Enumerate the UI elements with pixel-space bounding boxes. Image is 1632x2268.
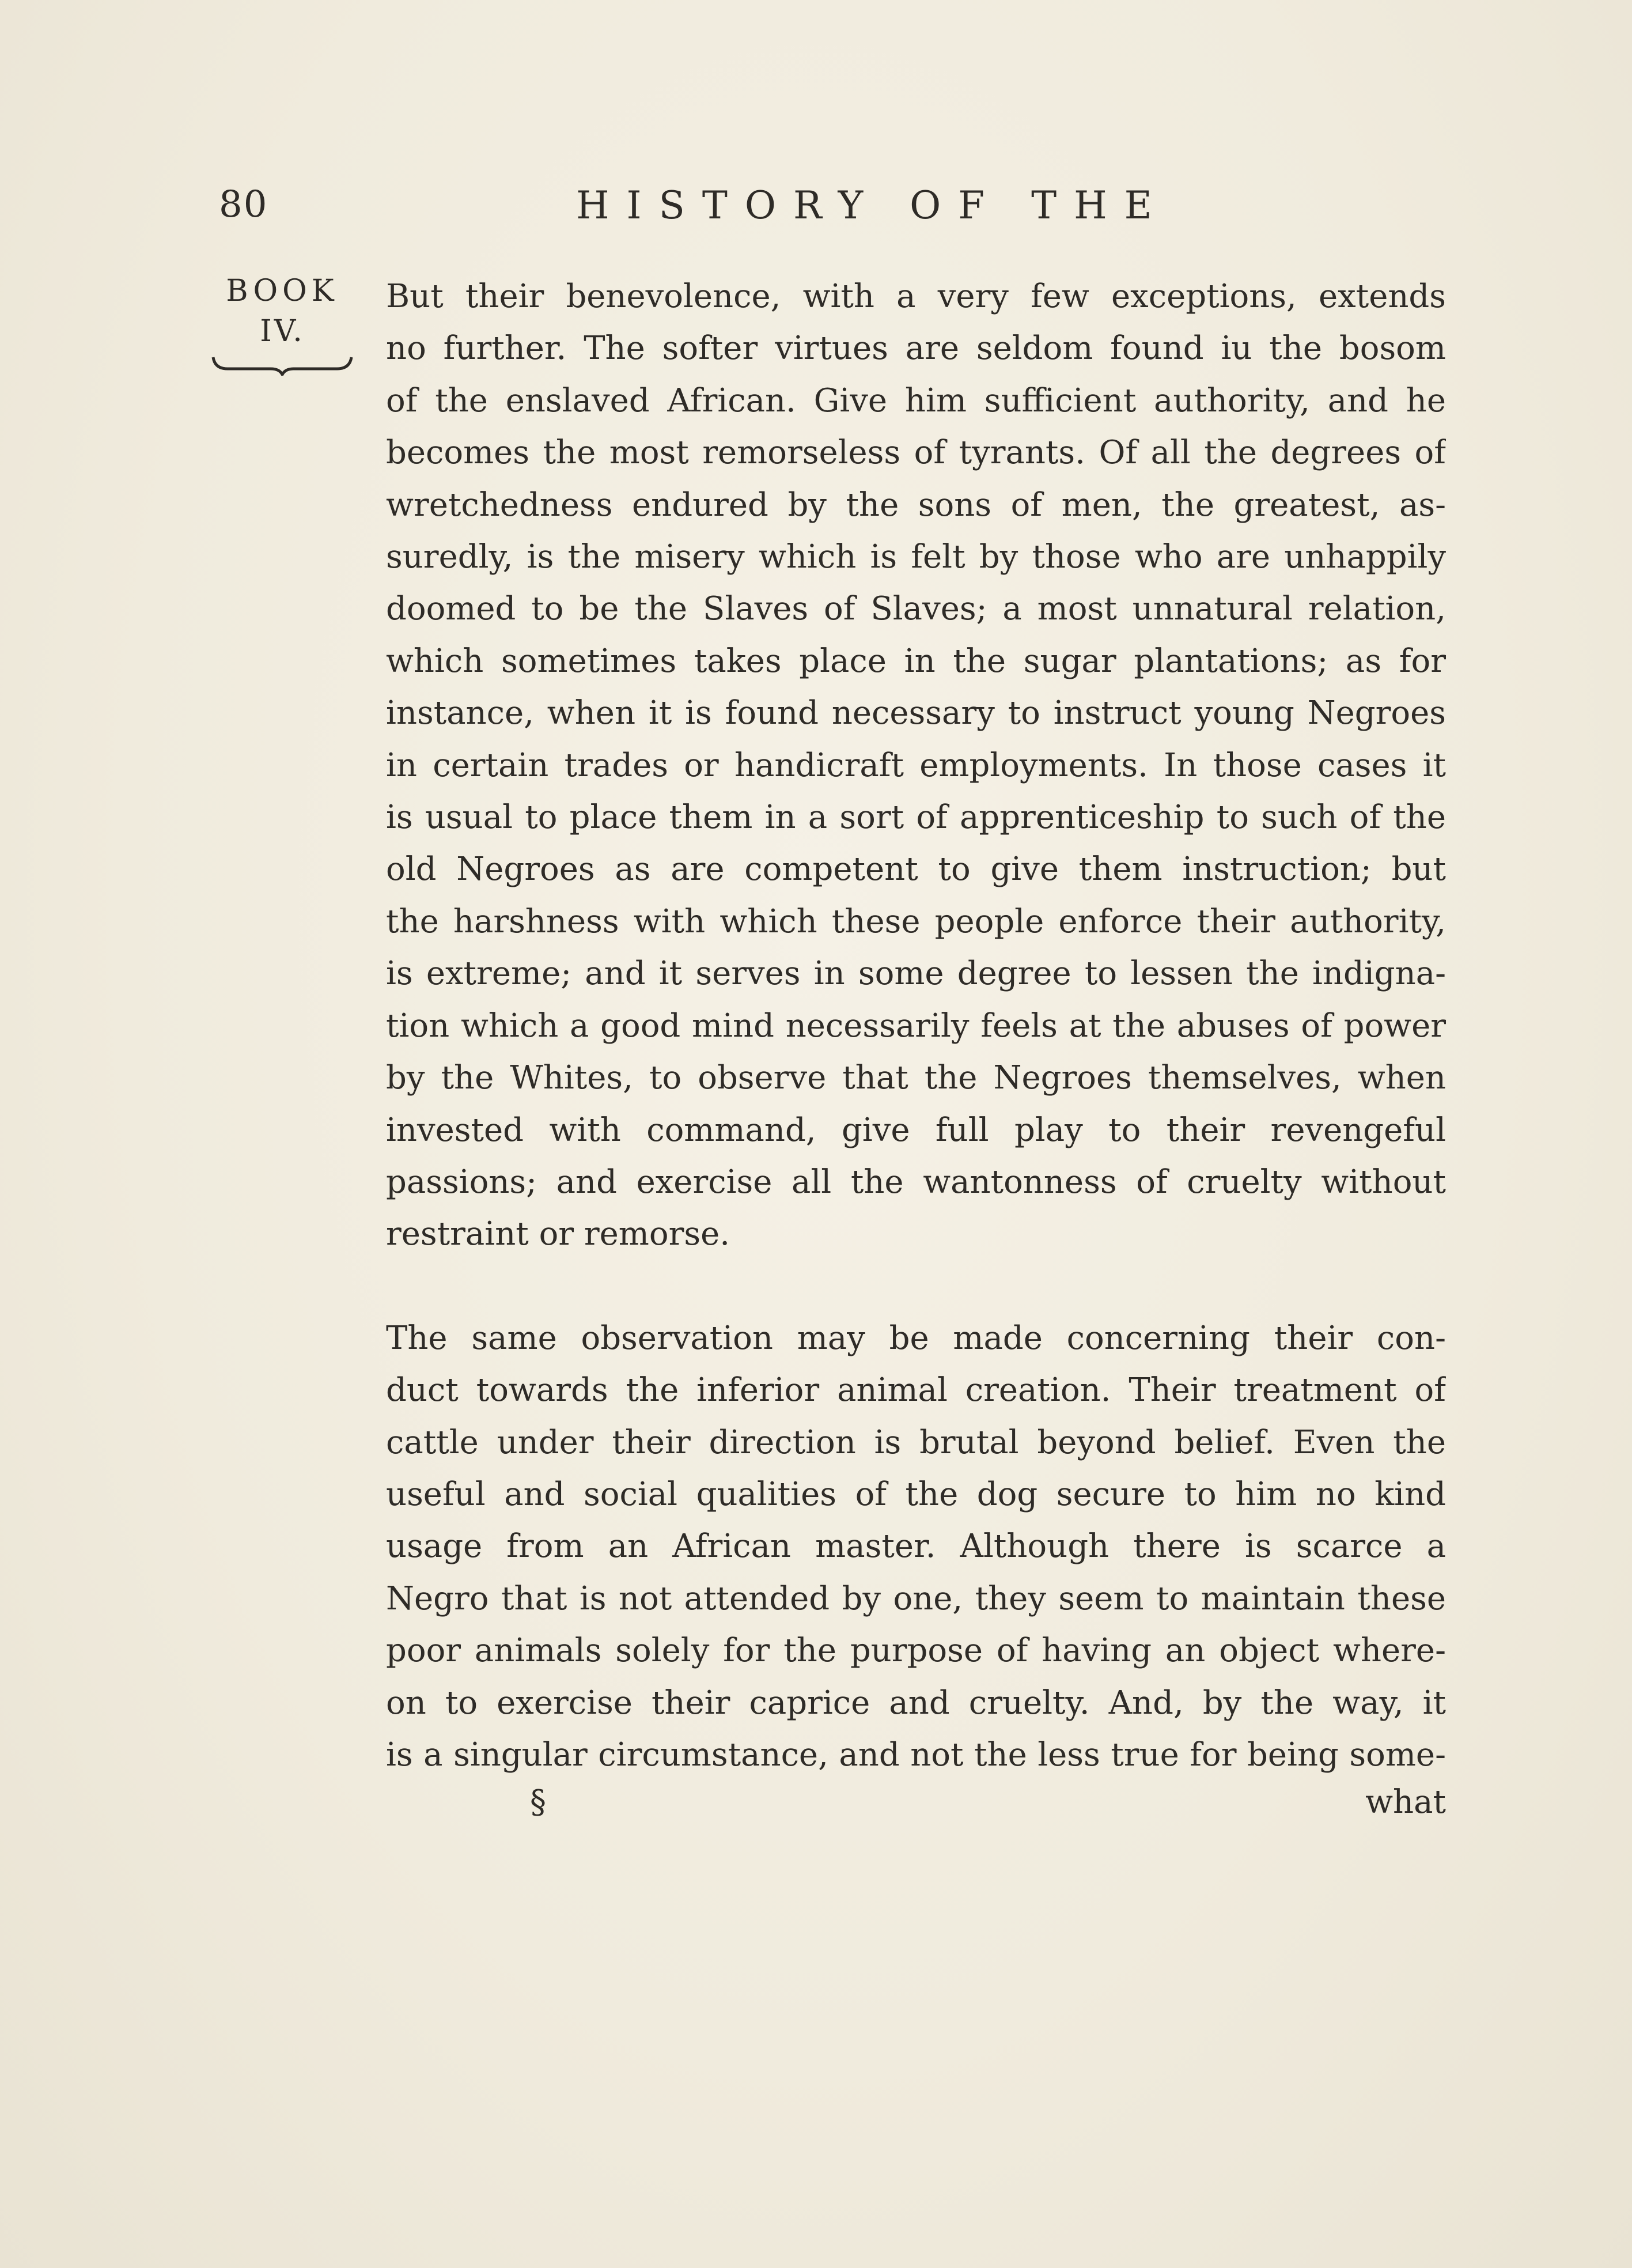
body-text — [386, 271, 1446, 1781]
book-number: IV. — [260, 314, 305, 349]
book-label: BOOK — [226, 274, 339, 308]
paragraph-gap — [386, 1261, 1446, 1313]
text-line: is usual to place them in a sort of apprenticeship to such of the — [386, 799, 1446, 837]
text-line: cattle under their direction is brutal beyond belief. Even the — [386, 1423, 1446, 1461]
text-line: is a singular circumstance, and not the less true for being some- — [386, 1736, 1446, 1774]
text-line: invested with command, give full play to their revengeful — [386, 1111, 1446, 1149]
text-line: useful and social qualities of the dog secure to him no kind — [386, 1475, 1446, 1513]
signature-mark: § — [530, 1783, 546, 1821]
text-line: is extreme; and it serves in some degree to lessen the indigna- — [386, 955, 1446, 993]
text-line: in certain trades or handicraft employments. In those cases it — [386, 746, 1446, 784]
paragraph-2 — [386, 1313, 1446, 1782]
text-line: wretchedness endured by the sons of men, the greatest, as- — [386, 486, 1446, 524]
margin-note — [205, 271, 360, 376]
text-line: The same observation may be made concerning their con- — [386, 1319, 1446, 1357]
text-line: no further. The softer virtues are seldom found iu the bosom — [386, 330, 1446, 368]
text-line: suredly, is the misery which is felt by those who are unhappily — [386, 538, 1446, 576]
text-line: Negro that is not attended by one, they seem to maintain these — [386, 1579, 1446, 1617]
text-line: usage from an African master. Although there is scarce a — [386, 1528, 1446, 1566]
text-line: by the Whites, to observe that the Negroes themselves, when — [386, 1059, 1446, 1097]
text-line: duct towards the inferior animal creation. Their treatment of — [386, 1371, 1446, 1409]
text-line: doomed to be the Slaves of Slaves; a most unnatural relation, — [386, 590, 1446, 628]
page-footer — [386, 1783, 1446, 1841]
text-line: on to exercise their caprice and cruelty. And, by the way, it — [386, 1684, 1446, 1722]
text-line: tion which a good mind necessarily feels at the abuses of power — [386, 1007, 1446, 1045]
text-line: restraint or remorse. — [386, 1215, 730, 1253]
brace-ornament — [210, 353, 354, 376]
text-line: But their benevolence, with a very few exceptions, extends — [386, 278, 1446, 315]
text-line: which sometimes takes place in the sugar plantations; as for — [386, 642, 1446, 680]
text-line: the harshness with which these people enforce their authority, — [386, 902, 1446, 940]
page-number: 80 — [219, 183, 268, 226]
text-line: passions; and exercise all the wantonness of cruelty without — [386, 1163, 1446, 1201]
text-line: old Negroes as are competent to give them instruction; but — [386, 850, 1446, 889]
text-line: of the enslaved African. Give him sufficient authority, and he — [386, 381, 1446, 419]
paragraph-1 — [386, 271, 1446, 1261]
text-line: becomes the most remorseless of tyrants. Of all the degrees of — [386, 434, 1446, 472]
running-title: HISTORY OF THE — [576, 183, 1169, 228]
text-line: poor animals solely for the purpose of having an object where- — [386, 1632, 1446, 1670]
catchword: what — [1365, 1783, 1446, 1821]
text-line: instance, when it is found necessary to instruct young Negroes — [386, 694, 1446, 732]
